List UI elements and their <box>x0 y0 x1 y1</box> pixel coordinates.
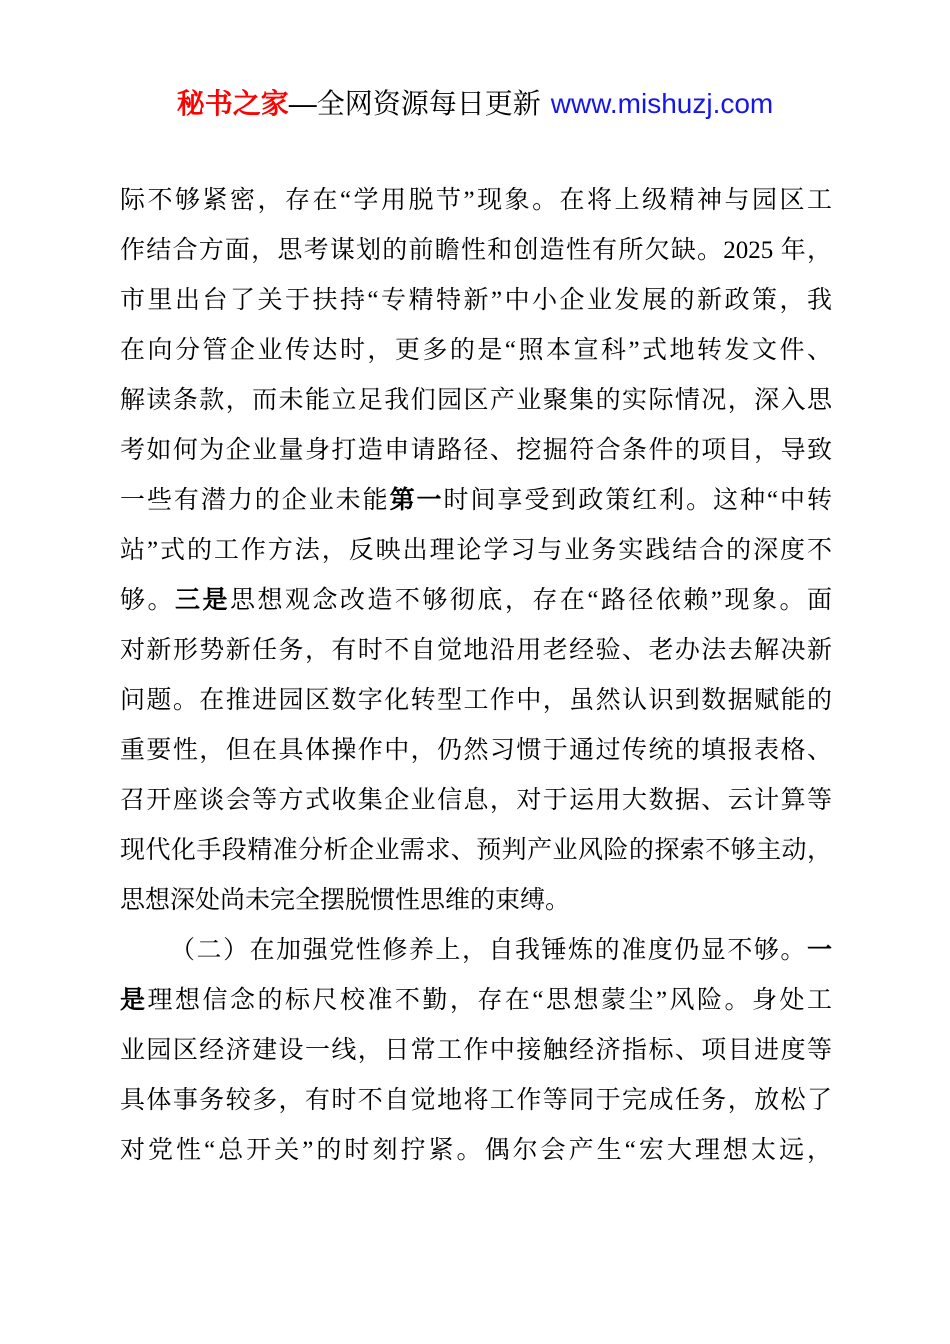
text-run: 市里出台了关于扶持“专精特新”中小企业发展的新政策，我 <box>120 287 832 314</box>
text-run: 问题。在推进园区数字化转型工作中，虽然认识到数据赋能的 <box>120 687 832 714</box>
text-line <box>120 376 832 426</box>
text-line <box>120 226 832 276</box>
text-run: 时间享受到政策红利。这种“中转 <box>443 487 832 514</box>
text-run: 理想信念的标尺校准不勤，存在“思想蒙尘”风险。身处工 <box>147 987 832 1014</box>
text-line <box>120 1026 832 1076</box>
text-line <box>120 476 832 526</box>
text-run: 具体事务较多，有时不自觉地将工作等同于完成任务，放松了 <box>120 1087 832 1114</box>
text-line <box>120 626 832 676</box>
bold-text-run: 三是 <box>174 587 230 614</box>
text-run: 对党性“总开关”的时刻拧紧。偶尔会产生“宏大理想太远， <box>120 1137 832 1164</box>
text-run: （二）在加强党性修养上，自我锤炼的准度仍显不够。 <box>170 937 807 964</box>
text-run: 重要性，但在具体操作中，仍然习惯于通过传统的填报表格、 <box>120 737 832 764</box>
text-line <box>120 926 832 976</box>
site-url-link[interactable]: www.mishuzj.com <box>550 88 774 119</box>
text-run: 够。 <box>120 587 175 614</box>
text-line <box>120 426 832 476</box>
text-run: 现代化手段精准分析企业需求、预判产业风险的探索不够主动， <box>120 837 832 864</box>
text-line <box>120 576 832 626</box>
text-line <box>120 776 832 826</box>
text-run: 召开座谈会等方式收集企业信息，对于运用大数据、云计算等 <box>120 787 832 814</box>
text-run: 际不够紧密，存在“学用脱节”现象。在将上级精神与园区工 <box>120 187 832 214</box>
text-line <box>120 826 832 876</box>
bold-text-run: 第一 <box>389 487 444 514</box>
site-header <box>0 84 950 124</box>
text-line <box>120 876 832 926</box>
document-body <box>120 176 832 1176</box>
bold-text-run: 一 <box>806 937 832 964</box>
text-run: 解读条款，而未能立足我们园区产业聚集的实际情况，深入思 <box>120 387 832 414</box>
text-line <box>120 726 832 776</box>
text-run: 一些有潜力的企业未能 <box>120 487 390 514</box>
text-run: 业园区经济建设一线，日常工作中接触经济指标、项目进度等 <box>120 1037 832 1064</box>
text-run: 作结合方面，思考谋划的前瞻性和创造性有所欠缺。2025 年， <box>120 237 832 264</box>
text-run: 在向分管企业传达时，更多的是“照本宣科”式地转发文件、 <box>120 337 832 364</box>
text-line <box>120 526 832 576</box>
text-run: 思想深处尚未完全摆脱惯性思维的束缚。 <box>120 887 571 914</box>
bold-text-run: 是 <box>120 987 148 1014</box>
text-line <box>120 176 832 226</box>
text-run: 对新形势新任务，有时不自觉地沿用老经验、老办法去解决新 <box>120 637 832 664</box>
brand-text: 秘书之家 <box>176 88 289 119</box>
text-line <box>120 326 832 376</box>
text-run: 思想观念改造不够彻底，存在“路径依赖”现象。面 <box>229 587 832 614</box>
text-line <box>120 676 832 726</box>
text-line <box>120 976 832 1026</box>
header-tagline: —全网资源每日更新 <box>288 88 541 119</box>
text-run: 考如何为企业量身打造申请路径、挖掘符合条件的项目，导致 <box>120 437 832 464</box>
text-line <box>120 1126 832 1176</box>
text-run: 站”式的工作方法，反映出理论学习与业务实践结合的深度不 <box>120 537 832 564</box>
text-line <box>120 1076 832 1126</box>
text-line <box>120 276 832 326</box>
